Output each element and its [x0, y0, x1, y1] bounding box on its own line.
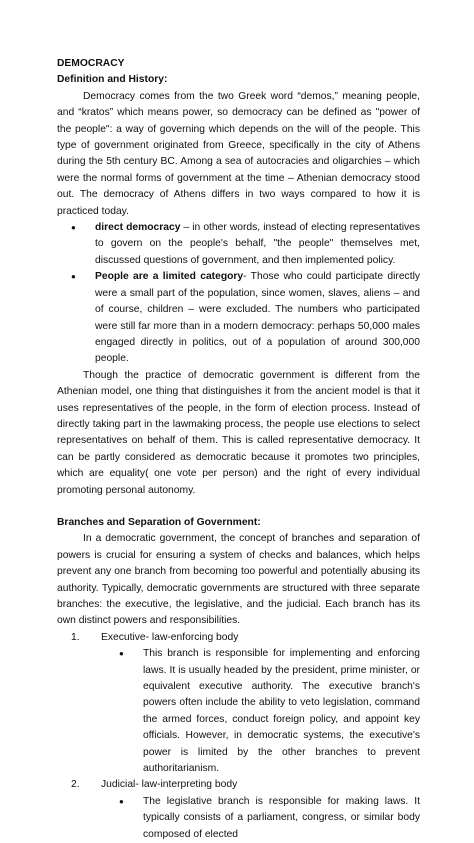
branches-list — [57, 630, 420, 843]
bullet-limited-category — [71, 269, 420, 367]
branch-sublist — [101, 646, 420, 777]
branch-item-judicial — [71, 777, 420, 843]
bullet-text-direct-democracy: – in other words, instead of electing representatives to govern on the people's behalf, "the people" themselves met, discussed questions of government, and then implemented policy. — [95, 222, 421, 266]
bullet-direct-democracy — [71, 220, 420, 269]
section-spacer — [57, 499, 420, 515]
branch-label: Executive- law-enforcing body — [101, 631, 239, 643]
branch-bullet: ● This branch is responsible for implementing and enforcing laws. It is usually headed by the president, prime minister, or equivalent executive authority. The executive branch's powers often include the ability to veto legislation, command the armed forces, conduct foreign policy, and appoint key officials. However, in democratic systems, the executive's power is limited by the other branches to prevent authoritarianism. — [119, 646, 420, 777]
athens-differences-list — [57, 220, 420, 368]
section-heading-definition: Definition and History: — [57, 74, 168, 86]
branch-label: Judicial- law-interpreting body — [101, 779, 238, 791]
branch-item-executive — [71, 630, 420, 778]
branch-sublist — [101, 794, 420, 843]
bullet-lead-direct-democracy: direct democracy — [95, 222, 181, 234]
bullet-text-limited-category: - Those who could participate directly were a small part of the population, since women, slaves, aliens – and of course, children – were excluded. The numbers who participated were still far more than in a modern democracy: perhaps 50,000 males engaged directly in politics, out of a population of around 300,000 people. — [95, 271, 421, 365]
paragraph-branches: In a democratic government, the concept of branches and separation of powers is crucial for ensuring a system of checks and balances, which helps prevent any one branch from becoming too powerful and potentially abusing its authority. Typically, democratic governments are structured with three separate branches: the executive, the legislative, and the judicial. Each branch has its own distinct powers and responsibilities. — [57, 533, 420, 627]
branch-number: 1. — [71, 631, 80, 643]
section-heading-branches: Branches and Separation of Government: — [57, 516, 261, 528]
bullet-lead-limited-category: People are a limited category — [95, 271, 244, 283]
document-title: DEMOCRACY — [57, 58, 125, 69]
branch-bullet: ● The legislative branch is responsible for making laws. It typically consists of a parliament, congress, or similar body composed of elected — [119, 794, 420, 843]
paragraph-representative: Though the practice of democratic government is different from the Athenian model, one thing that distinguishes it from the ancient model is that it uses representatives of the people, in the form of election process. Instead of directly taking part in the lawmaking process, the people use elections to select representatives on behalf of them. This is called representative democracy. It can be partly considered as democratic because it promotes two principles, which are equality( one vote per person) and the right of every individual promoting personal autonomy. — [57, 369, 420, 496]
branch-number: 2. — [71, 779, 80, 791]
paragraph-definition: Democracy comes from the two Greek word “demos,” meaning people, and “kratos” which means power, so democracy can be defined as "power of the people": a way of governing which depends on the will of the people. This type of government originated from Greece, specifically in the city of Athens during the 5th century BC. Among a sea of autocracies and oligarchies – which were the normal forms of government at the time – Athenian democracy stood out. The democracy of Athens differs in two ways compared to how it is practiced today. — [57, 90, 420, 217]
